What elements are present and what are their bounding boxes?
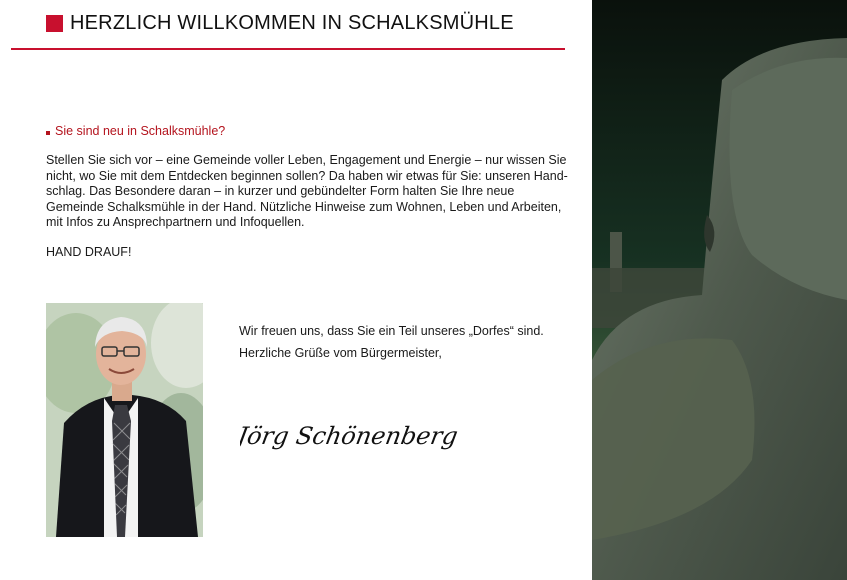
intro-subheading-text: Sie sind neu in Schalksmühle? — [55, 124, 226, 138]
mayor-portrait-illustration — [46, 303, 203, 537]
intro-closing: HAND DRAUF! — [46, 245, 132, 259]
greeting-line-1: Wir freuen uns, dass Sie ein Teil unseres „Dorfes“ sind. — [239, 324, 544, 338]
statue-photo — [592, 0, 847, 580]
header-divider — [11, 48, 565, 50]
header-square-icon — [46, 15, 63, 32]
bullet-icon — [46, 131, 50, 135]
svg-text:Jörg Schönenberg: Jörg Schönenberg — [240, 422, 460, 450]
statue-photo-illustration — [592, 0, 847, 580]
greeting — [239, 320, 544, 364]
intro-body: Stellen Sie sich vor – eine Gemeinde voller Leben, Engagement und Energie – nur wissen Sie nicht, wo Sie mit dem Entdecken beginnen sollen? Da haben wir etwas für Sie: unseren Hand-schlag. Das Besondere daran – in kurzer und gebündelter Form halten Sie Ihre neue Gemeinde Schalksmühle in der Hand. Nützliche Hinweise zum Wohnen, Leben und Arbeiten, mit Infos zu Ansprechpartnern und Infoquellen. — [46, 153, 568, 229]
greeting-line-2: Herzliche Grüße vom Bürgermeister, — [239, 346, 442, 360]
intro-subheading — [46, 124, 225, 138]
mayor-portrait — [46, 303, 203, 537]
mayor-signature — [240, 412, 500, 462]
page-header — [46, 12, 514, 35]
page-title: HERZLICH WILLKOMMEN IN SCHALKSMÜHLE — [70, 12, 514, 34]
signature-graphic — [240, 412, 500, 462]
